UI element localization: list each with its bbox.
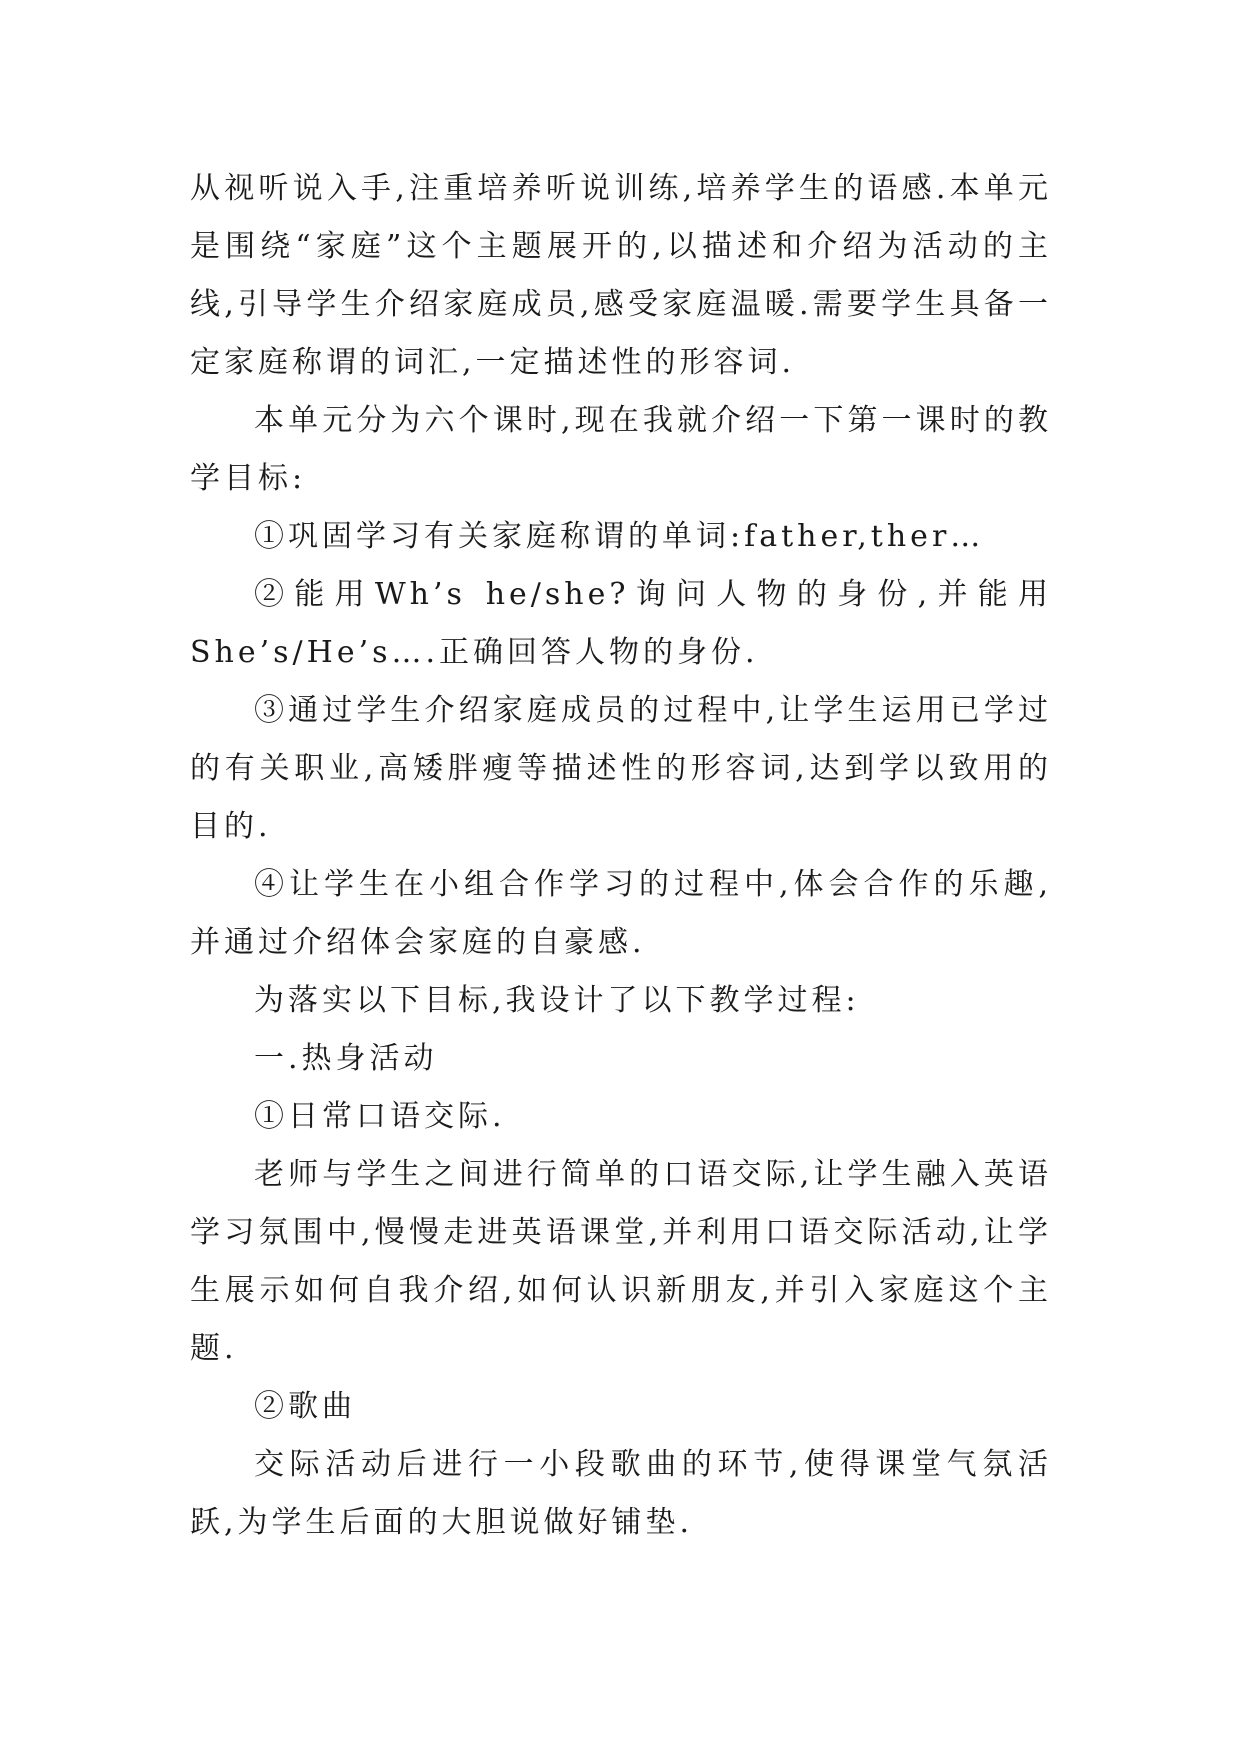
- paragraph-unit-overview: 本单元分为六个课时,现在我就介绍一下第一课时的教学目标:: [190, 403, 1052, 496]
- subsection-song: ②歌曲: [254, 1389, 356, 1424]
- objective-2: ②能用Wh’s he/she?询问人物的身份,并能用She’s/He’s….正确回答人物的身份.: [190, 577, 1052, 670]
- paragraph-continuation: 从视听说入手,注重培养听说训练,培养学生的语感.本单元是围绕“家庭”这个主题展开的,以描述和介绍为活动的主线,引导学生介绍家庭成员,感受家庭温暖.需要学生具备一定家庭称谓的词汇,一定描述性的形容词.: [190, 171, 1052, 380]
- subsection-daily-oral: ①日常口语交际.: [254, 1099, 506, 1134]
- objective-4: ④让学生在小组合作学习的过程中,体会合作的乐趣,并通过介绍体会家庭的自豪感.: [190, 867, 1052, 960]
- paragraph-song: 交际活动后进行一小段歌曲的环节,使得课堂气氛活跃,为学生后面的大胆说做好铺垫.: [190, 1447, 1052, 1540]
- objective-1: ①巩固学习有关家庭称谓的单词:father,ther…: [254, 519, 985, 554]
- paragraph-daily-oral: 老师与学生之间进行简单的口语交际,让学生融入英语学习氛围中,慢慢走进英语课堂,并利用口语交际活动,让学生展示如何自我介绍,如何认识新朋友,并引入家庭这个主题.: [190, 1157, 1052, 1366]
- objective-3: ③通过学生介绍家庭成员的过程中,让学生运用已学过的有关职业,高矮胖瘦等描述性的形容词,达到学以致用的目的.: [190, 693, 1052, 844]
- section-heading-warmup: 一.热身活动: [254, 1041, 438, 1076]
- document-body: [190, 160, 1052, 1552]
- paragraph-process-intro: 为落实以下目标,我设计了以下教学过程:: [254, 983, 860, 1018]
